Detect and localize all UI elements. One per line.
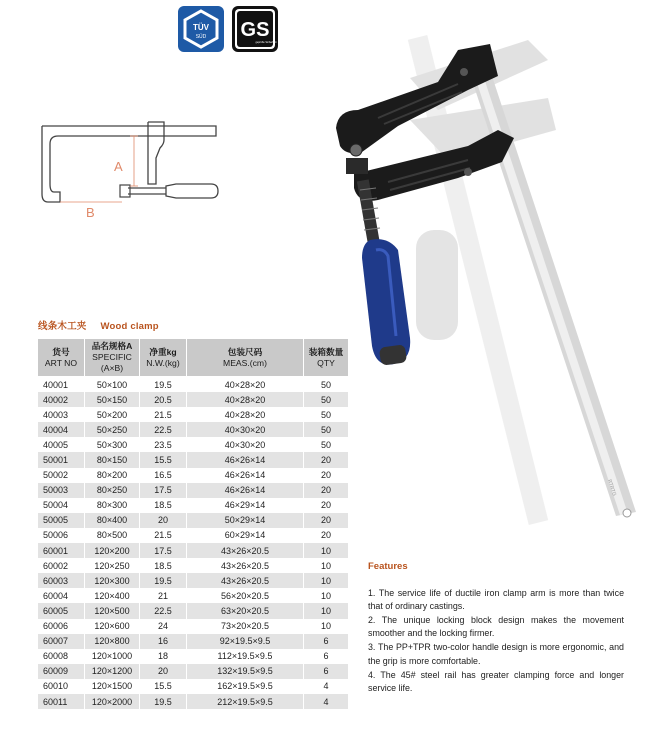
cell-measurement: 112×19.5×9.5 (187, 649, 304, 664)
cell-specific: 80×200 (85, 468, 140, 483)
cell-measurement: 92×19.5×9.5 (187, 634, 304, 649)
cell-specific: 120×1000 (85, 649, 140, 664)
cell-measurement: 43×26×20.5 (187, 543, 304, 558)
cell-specific: 50×200 (85, 407, 140, 422)
cell-qty: 20 (304, 498, 349, 513)
cell-qty: 20 (304, 528, 349, 543)
cell-qty: 10 (304, 573, 349, 588)
cell-net-weight: 18.5 (140, 498, 187, 513)
cell-qty: 6 (304, 649, 349, 664)
cell-art-no: 60004 (38, 588, 85, 603)
table-header-row (38, 339, 349, 377)
cell-specific: 80×250 (85, 483, 140, 498)
cell-specific: 80×500 (85, 528, 140, 543)
cell-art-no: 40004 (38, 422, 85, 437)
cell-qty: 10 (304, 619, 349, 634)
cell-qty: 50 (304, 392, 349, 407)
cell-qty: 20 (304, 468, 349, 483)
cell-net-weight: 17.5 (140, 543, 187, 558)
cell-measurement: 40×28×20 (187, 392, 304, 407)
wood-clamp-product-image (318, 0, 662, 540)
table-row (38, 543, 349, 558)
gs-mark-text: GS (240, 19, 270, 41)
cell-qty: 6 (304, 634, 349, 649)
section-title (38, 318, 159, 332)
section-title-cn: 线条木工夹 (38, 321, 87, 332)
cell-qty: 50 (304, 377, 349, 393)
cell-net-weight: 16 (140, 634, 187, 649)
cell-art-no: 60006 (38, 619, 85, 634)
cell-net-weight: 22.5 (140, 422, 187, 437)
cell-net-weight: 17.5 (140, 483, 187, 498)
cell-measurement: 73×20×20.5 (187, 619, 304, 634)
gs-logo (232, 6, 278, 52)
feature-item-2: 2. The unique locking block design makes the movement smoother and the locking firmer. (368, 615, 624, 639)
gs-sub-text: geprüfte Sicherheit (255, 41, 277, 44)
cell-measurement: 40×28×20 (187, 407, 304, 422)
cell-net-weight: 18.5 (140, 558, 187, 573)
table-row (38, 603, 349, 618)
cell-specific: 120×2000 (85, 694, 140, 709)
header-qty: 装箱数量 QTY (304, 339, 349, 377)
cell-qty: 10 (304, 543, 349, 558)
cell-net-weight: 20 (140, 664, 187, 679)
table-row (38, 634, 349, 649)
cell-art-no: 60001 (38, 543, 85, 558)
cell-art-no: 50001 (38, 452, 85, 467)
tuv-top-text: TÜV (193, 23, 209, 32)
header-net-weight: 净重kg N.W.(kg) (140, 339, 187, 377)
cell-measurement: 43×26×20.5 (187, 573, 304, 588)
cell-measurement: 63×20×20.5 (187, 603, 304, 618)
cell-measurement: 132×19.5×9.5 (187, 664, 304, 679)
cell-art-no: 50005 (38, 513, 85, 528)
cell-qty: 10 (304, 588, 349, 603)
cell-measurement: 212×19.5×9.5 (187, 694, 304, 709)
cell-specific: 80×300 (85, 498, 140, 513)
cell-art-no: 60005 (38, 603, 85, 618)
table-row (38, 452, 349, 467)
cell-measurement: 46×29×14 (187, 498, 304, 513)
cell-specific: 120×400 (85, 588, 140, 603)
features-section (368, 560, 624, 696)
cell-measurement: 40×30×20 (187, 422, 304, 437)
cell-art-no: 60008 (38, 649, 85, 664)
cell-art-no: 50006 (38, 528, 85, 543)
cell-specific: 120×300 (85, 573, 140, 588)
tuv-logo (178, 6, 224, 52)
cell-qty: 50 (304, 407, 349, 422)
table-row (38, 664, 349, 679)
cell-net-weight: 19.5 (140, 573, 187, 588)
cell-specific: 120×1200 (85, 664, 140, 679)
cell-art-no: 40002 (38, 392, 85, 407)
cell-qty: 6 (304, 664, 349, 679)
spec-table-body (38, 377, 349, 710)
cell-net-weight: 22.5 (140, 603, 187, 618)
table-row (38, 377, 349, 393)
table-row (38, 649, 349, 664)
cell-art-no: 60002 (38, 558, 85, 573)
feature-item-1: 1. The service life of ductile iron clamp arm is more than twice that of ordinary castings. (368, 588, 624, 612)
table-row (38, 483, 349, 498)
cell-net-weight: 19.5 (140, 694, 187, 709)
cell-net-weight: 19.5 (140, 377, 187, 393)
table-row (38, 619, 349, 634)
table-row (38, 558, 349, 573)
tuv-bottom-text: SÜD (195, 34, 207, 40)
table-row (38, 528, 349, 543)
table-row (38, 392, 349, 407)
clamp-dimension-diagram (36, 114, 236, 224)
table-row (38, 588, 349, 603)
cell-specific: 120×500 (85, 603, 140, 618)
cell-art-no: 60003 (38, 573, 85, 588)
cell-specific: 80×400 (85, 513, 140, 528)
cell-qty: 20 (304, 513, 349, 528)
cell-specific: 50×300 (85, 437, 140, 452)
cell-art-no: 40001 (38, 377, 85, 393)
cell-net-weight: 15.5 (140, 452, 187, 467)
cell-qty: 50 (304, 422, 349, 437)
section-title-en: Wood clamp (100, 321, 159, 332)
cell-net-weight: 20 (140, 513, 187, 528)
table-row (38, 694, 349, 709)
cell-net-weight: 21.5 (140, 528, 187, 543)
cell-specific: 50×100 (85, 377, 140, 393)
feature-item-3: 3. The PP+TPR two-color handle design is more ergonomic, and the grip is more comfortable. (368, 642, 624, 666)
cell-net-weight: 18 (140, 649, 187, 664)
cell-qty: 4 (304, 694, 349, 709)
cell-art-no: 40005 (38, 437, 85, 452)
rail-stamp: RTRTG (606, 478, 618, 497)
cell-measurement: 43×26×20.5 (187, 558, 304, 573)
cell-measurement: 60×29×14 (187, 528, 304, 543)
cell-net-weight: 23.5 (140, 437, 187, 452)
cell-specific: 120×250 (85, 558, 140, 573)
table-row (38, 498, 349, 513)
table-row (38, 407, 349, 422)
cell-measurement: 46×26×14 (187, 468, 304, 483)
cell-measurement: 162×19.5×9.5 (187, 679, 304, 694)
cell-art-no: 50002 (38, 468, 85, 483)
cell-qty: 4 (304, 679, 349, 694)
spec-table (38, 339, 349, 709)
cell-specific: 120×600 (85, 619, 140, 634)
cell-measurement: 50×29×14 (187, 513, 304, 528)
table-row (38, 468, 349, 483)
table-row (38, 422, 349, 437)
cell-measurement: 46×26×14 (187, 483, 304, 498)
cell-net-weight: 20.5 (140, 392, 187, 407)
cell-specific: 120×200 (85, 543, 140, 558)
cell-art-no: 50004 (38, 498, 85, 513)
cell-net-weight: 16.5 (140, 468, 187, 483)
cell-art-no: 60010 (38, 679, 85, 694)
cell-measurement: 56×20×20.5 (187, 588, 304, 603)
table-row (38, 437, 349, 452)
table-row (38, 513, 349, 528)
cell-measurement: 46×26×14 (187, 452, 304, 467)
table-row (38, 573, 349, 588)
header-specific: 品名规格A SPECIFIC (A×B) (85, 339, 140, 377)
cell-art-no: 60007 (38, 634, 85, 649)
cell-measurement: 40×28×20 (187, 377, 304, 393)
dimension-a-label: A (114, 159, 123, 174)
cell-art-no: 60011 (38, 694, 85, 709)
cell-qty: 50 (304, 437, 349, 452)
cell-qty: 20 (304, 483, 349, 498)
certification-logos (178, 6, 280, 52)
clamp-handle (362, 239, 410, 366)
dimension-b-label: B (86, 205, 95, 220)
cell-qty: 20 (304, 452, 349, 467)
cell-net-weight: 21 (140, 588, 187, 603)
cell-qty: 10 (304, 558, 349, 573)
cell-net-weight: 15.5 (140, 679, 187, 694)
header-art-no: 货号 ART NO (38, 339, 85, 377)
cell-art-no: 50003 (38, 483, 85, 498)
cell-net-weight: 21.5 (140, 407, 187, 422)
feature-item-4: 4. The 45# steel rail has greater clamping force and longer service life. (368, 669, 624, 693)
cell-measurement: 40×30×20 (187, 437, 304, 452)
header-measurement: 包装尺码 MEAS.(cm) (187, 339, 304, 377)
cell-specific: 120×1500 (85, 679, 140, 694)
cell-specific: 50×250 (85, 422, 140, 437)
cell-art-no: 40003 (38, 407, 85, 422)
features-title: Features (368, 561, 408, 572)
cell-specific: 50×150 (85, 392, 140, 407)
cell-art-no: 60009 (38, 664, 85, 679)
cell-specific: 120×800 (85, 634, 140, 649)
cell-specific: 80×150 (85, 452, 140, 467)
cell-net-weight: 24 (140, 619, 187, 634)
table-row (38, 679, 349, 694)
cell-qty: 10 (304, 603, 349, 618)
